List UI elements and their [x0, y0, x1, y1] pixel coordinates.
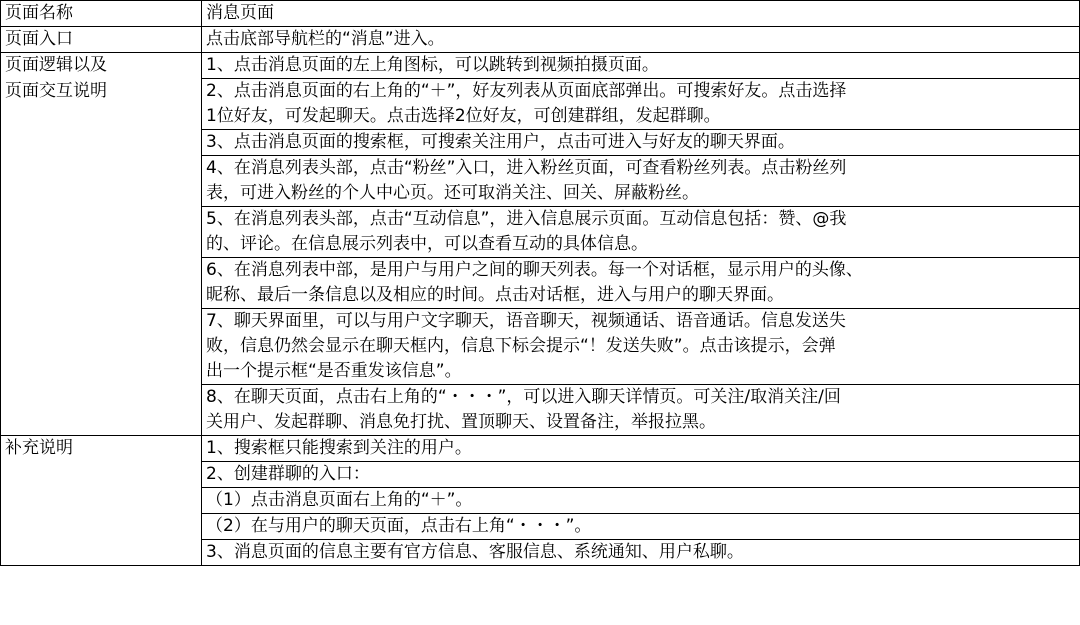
- logic-item-text: 8、在聊天页面，点击右上角的“・・・”，可以进入聊天详情页。可关注/取消关注/回: [206, 387, 841, 407]
- label-page-name: 页面名称: [1, 1, 202, 27]
- label-logic-blank: [1, 385, 202, 436]
- logic-item-5: [1, 207, 1080, 258]
- logic-item-text: 关用户、发起群聊、消息免打扰、置顶聊天、设置备注，举报拉黑。: [206, 412, 716, 432]
- value-page-name: 消息页面: [202, 1, 1080, 27]
- logic-item-2: [1, 79, 1080, 130]
- supplement-item-2: [1, 462, 1080, 488]
- logic-item-1: [1, 53, 1080, 79]
- supplement-item-text: （1）点击消息页面右上角的“＋”。: [202, 488, 1080, 514]
- supplement-item-text: 1、搜索框只能搜索到关注的用户。: [202, 436, 1080, 462]
- label-logic-line1: 页面逻辑以及: [1, 53, 202, 79]
- logic-item-text: 表，可进入粉丝的个人中心页。还可取消关注、回关、屏蔽粉丝。: [206, 183, 699, 203]
- logic-item-text: 1位好友，可发起聊天。点击选择2位好友，可创建群组，发起群聊。: [206, 106, 721, 126]
- logic-item-6: [1, 258, 1080, 309]
- logic-item-7: [1, 309, 1080, 385]
- value-page-entry: 点击底部导航栏的“消息”进入。: [202, 27, 1080, 53]
- supplement-item-text: （2）在与用户的聊天页面，点击右上角“・・・”。: [202, 514, 1080, 540]
- label-logic-blank: [1, 207, 202, 258]
- label-supplement: 补充说明: [1, 436, 202, 462]
- logic-item-text: 7、聊天界面里，可以与用户文字聊天，语音聊天，视频通话、语音通话。信息发送失: [206, 311, 846, 331]
- label-logic-blank: [1, 130, 202, 156]
- logic-item-text: 昵称、最后一条信息以及相应的时间。点击对话框，进入与用户的聊天界面。: [206, 285, 784, 305]
- logic-item-8: [1, 385, 1080, 436]
- logic-item-text: 6、在消息列表中部，是用户与用户之间的聊天列表。每一个对话框，显示用户的头像、: [206, 260, 863, 280]
- row-page-entry: [1, 27, 1080, 53]
- logic-item-text: 1、点击消息页面的左上角图标，可以跳转到视频拍摄页面。: [206, 55, 659, 75]
- label-supplement-blank: [1, 462, 202, 488]
- label-supplement-blank: [1, 514, 202, 540]
- label-supplement-blank: [1, 488, 202, 514]
- label-logic-line2: 页面交互说明: [1, 79, 202, 130]
- supplement-item-4: [1, 514, 1080, 540]
- logic-item-text: 2、点击消息页面的右上角的“＋”，好友列表从页面底部弹出。可搜索好友。点击选择: [206, 81, 847, 101]
- logic-item-text: 3、点击消息页面的搜索框，可搜索关注用户，点击可进入与好友的聊天界面。: [206, 132, 795, 152]
- label-page-entry: 页面入口: [1, 27, 202, 53]
- logic-item-text: 败，信息仍然会显示在聊天框内，信息下标会提示“！发送失败”。点击该提示，会弹: [206, 336, 836, 356]
- supplement-item-5: [1, 540, 1080, 566]
- logic-item-text: 出一个提示框“是否重发该信息”。: [206, 361, 462, 381]
- label-logic-blank: [1, 156, 202, 207]
- logic-item-3: [1, 130, 1080, 156]
- logic-item-text: 的、评论。在信息展示列表中，可以查看互动的具体信息。: [206, 234, 648, 254]
- logic-item-text: 5、在消息列表头部，点击“互动信息”，进入信息展示页面。互动信息包括：赞、@我: [206, 209, 847, 229]
- label-supplement-blank: [1, 540, 202, 566]
- label-logic-blank: [1, 258, 202, 309]
- logic-item-4: [1, 156, 1080, 207]
- row-page-name: [1, 1, 1080, 27]
- label-logic-blank: [1, 309, 202, 385]
- supplement-item-1: [1, 436, 1080, 462]
- supplement-item-text: 2、创建群聊的入口：: [202, 462, 1080, 488]
- supplement-item-text: 3、消息页面的信息主要有官方信息、客服信息、系统通知、用户私聊。: [202, 540, 1080, 566]
- logic-item-text: 4、在消息列表头部，点击“粉丝”入口，进入粉丝页面，可查看粉丝列表。点击粉丝列: [206, 158, 847, 178]
- supplement-item-3: [1, 488, 1080, 514]
